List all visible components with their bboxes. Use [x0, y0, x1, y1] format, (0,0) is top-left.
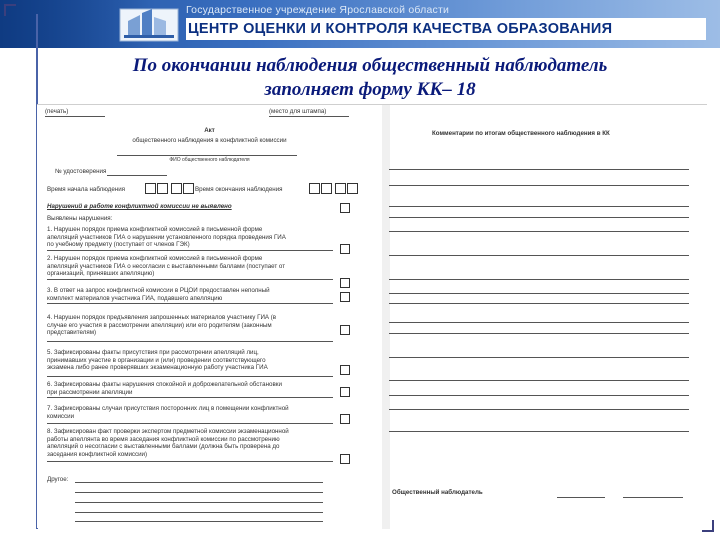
- item-2-checkbox[interactable]: [340, 278, 350, 288]
- slide-title: [40, 54, 700, 102]
- other-label: Другое:: [47, 476, 69, 483]
- comment-line-13: [389, 380, 689, 381]
- end-hour-box-2[interactable]: [321, 183, 332, 194]
- comment-line-12: [389, 357, 689, 358]
- comment-line-9: [389, 303, 689, 304]
- start-hour-box[interactable]: [145, 183, 156, 194]
- fio-caption: ФИО общественного наблюдателя: [169, 157, 250, 163]
- header-banner: [0, 0, 720, 48]
- start-min-box-2[interactable]: [183, 183, 194, 194]
- item-3-checkbox[interactable]: [340, 292, 350, 302]
- comment-line-4: [389, 217, 689, 218]
- item-6-line: [47, 397, 333, 398]
- comment-line-3: [389, 206, 689, 207]
- end-time-label: Время окончания наблюдения: [195, 186, 283, 193]
- no-violations-label: Нарушений в работе конфликтной комиссии не выявлено: [47, 203, 232, 210]
- signature-name-line: [623, 497, 683, 498]
- comment-line-7: [389, 279, 689, 280]
- place-line: [269, 116, 349, 117]
- end-min-box[interactable]: [335, 183, 346, 194]
- item-5: 5. Зафиксированы факты присутствия при рассмотрении апелляций лиц, принимавших участие в организации и (или) проведении соответствующего экзамена либо ранее проверявших экзаменационную работу участника ГИА: [47, 349, 268, 372]
- other-line-2: [75, 492, 323, 493]
- item-2: 2. Нарушен порядок приема конфликтной комиссией в письменной форме апелляций участников ГИА о несогласии с выставленными баллами (поступает от организаций, принявших апелляцию): [47, 255, 286, 278]
- comment-line-15: [389, 409, 689, 410]
- title-line-2: заполняет форму КК– 18: [264, 79, 476, 100]
- signature-label: Общественный наблюдатель: [392, 489, 483, 496]
- place-label: (место для штампа): [269, 108, 327, 115]
- title-line-1: По окончании наблюдения общественный наблюдатель: [132, 55, 608, 76]
- comment-line-16: [389, 431, 689, 432]
- comment-line-10: [389, 322, 689, 323]
- item-3-line: [47, 303, 333, 304]
- other-line-3: [75, 502, 323, 503]
- comment-line-8: [389, 293, 689, 294]
- item-1-checkbox[interactable]: [340, 244, 350, 254]
- item-8: 8. Зафиксирован факт проверки экспертом предметной комиссии экзаменационной работы апеллянта во время заседания конфликтной комиссии по рассмотрению апелляций о несогласии с выставленными баллами (должна быть проверена до заседания конфликтной комиссии): [47, 428, 289, 458]
- item-3: 3. В ответ на запрос конфликтной комиссии в РЦОИ предоставлен неполный комплект материалов участника ГИА, подавшего апелляцию: [47, 287, 270, 302]
- comment-line-1: [389, 169, 689, 170]
- corner-bracket-top-left: [4, 4, 16, 16]
- other-line-1: [75, 482, 323, 483]
- item-8-line: [47, 461, 333, 462]
- end-hour-box[interactable]: [309, 183, 320, 194]
- start-min-box[interactable]: [171, 183, 182, 194]
- item-8-checkbox[interactable]: [340, 454, 350, 464]
- violations-found-label: Выявлены нарушения:: [47, 215, 113, 222]
- start-hour-box-2[interactable]: [157, 183, 168, 194]
- end-min-box-2[interactable]: [347, 183, 358, 194]
- comment-line-5: [389, 231, 689, 232]
- org-name-small: Государственное учреждение Ярославской области: [186, 4, 450, 16]
- item-7: 7. Зафиксированы случаи присутствия посторонних лиц в помещении конфликтной комиссии: [47, 405, 289, 420]
- fio-line: [117, 155, 297, 156]
- building-logo-icon: [118, 5, 180, 43]
- no-violations-checkbox[interactable]: [340, 203, 350, 213]
- stamp-line: [45, 116, 105, 117]
- item-4-line: [47, 341, 333, 342]
- item-2-line: [47, 279, 333, 280]
- comment-line-11: [389, 333, 689, 334]
- comment-line-6: [389, 255, 689, 256]
- act-heading: Акт: [204, 127, 215, 134]
- item-7-checkbox[interactable]: [340, 414, 350, 424]
- start-time-label: Время начала наблюдения: [47, 186, 126, 193]
- item-4: 4. Нарушен порядок предъявления запрошенных материалов участнику ГИА (в случае его участия в рассмотрении апелляции) или его родителям (законным представителям): [47, 314, 277, 337]
- other-line-5: [75, 521, 323, 522]
- act-subheading: общественного наблюдения в конфликтной комиссии: [132, 137, 287, 144]
- item-7-line: [47, 423, 333, 424]
- item-1: 1. Нарушен порядок приема конфликтной комиссией в письменной форме апелляций участников ГИА о нарушении установленного порядка проведения ГИА по учебному предмету (поступает от членов ГЭК): [47, 226, 286, 249]
- item-5-line: [47, 376, 333, 377]
- comment-line-2: [389, 185, 689, 186]
- cert-label: № удостоверения: [55, 168, 107, 175]
- comment-line-14: [389, 395, 689, 396]
- item-5-checkbox[interactable]: [340, 365, 350, 375]
- comments-heading: Комментарии по итогам общественного наблюдения в КК: [432, 130, 610, 137]
- form-kk18-image: [37, 104, 707, 528]
- org-name-big: ЦЕНТР ОЦЕНКИ И КОНТРОЛЯ КАЧЕСТВА ОБРАЗОВАНИЯ: [186, 18, 706, 40]
- item-6-checkbox[interactable]: [340, 387, 350, 397]
- stamp-label: (печать): [45, 108, 69, 115]
- item-6: 6. Зафиксированы факты нарушения спокойной и доброжелательной обстановки при рассмотрении апелляции: [47, 381, 282, 396]
- item-4-checkbox[interactable]: [340, 325, 350, 335]
- other-line-4: [75, 512, 323, 513]
- signature-line: [557, 497, 605, 498]
- cert-line: [107, 175, 167, 176]
- item-1-line: [47, 250, 333, 251]
